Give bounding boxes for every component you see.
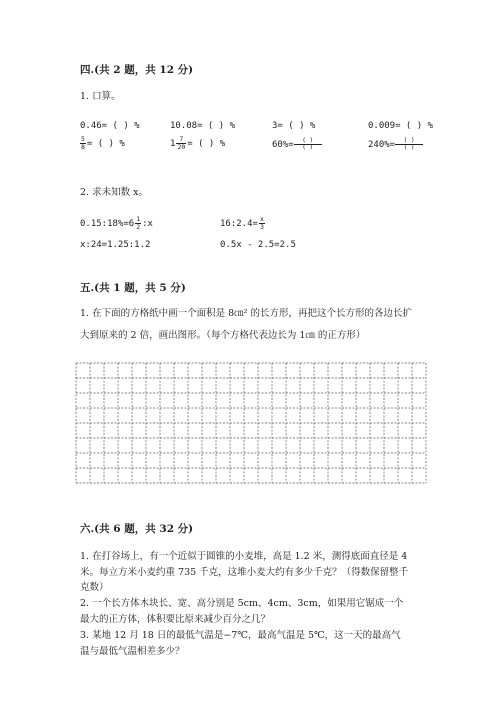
fraction: $\frac{5}{8}$: [81, 135, 85, 151]
oral-item-4: 0.009= ( ) %: [368, 121, 434, 131]
oral-item-1: 0.46= ( ) %: [80, 121, 140, 131]
equation-3: x:24=1.25:1.2: [80, 240, 151, 250]
fraction: $\frac{7}{20}$: [177, 135, 186, 151]
oral-item-7: 60%= ( ) ( ): [272, 138, 322, 151]
oral-item-2: 10.08= ( ) %: [170, 121, 236, 131]
oral-item-8: 240%= ( ) ( ): [368, 138, 423, 151]
equation-2: 16:2.4= $\frac{x}{3}$: [220, 215, 264, 231]
square-grid: [75, 362, 427, 484]
equation-1: 0.15:18%=6 $\frac{1}{2}$ :x: [80, 215, 153, 231]
section5-heading: 五.(共 1 题，共 5 分): [80, 282, 186, 294]
equation-4: 0.5x - 2.5=2.5: [220, 240, 296, 250]
q-grid-line-1: 1. 在下面的方格纸中画一个面积是 8㎝² 的长方形，再把这个长方形的各边长扩: [80, 308, 412, 319]
oral-item-3: 3= ( ) %: [272, 121, 316, 131]
q-oral-calc-label: 1. 口算。: [80, 91, 121, 102]
problem-3: 3. 某地 12 月 18 日的最低气温是−7℃，最高气温是 5℃，这一天的最高气温与最低气温相差多少？: [80, 630, 401, 657]
section4-heading: 四.(共 2 题，共 12 分): [80, 64, 194, 76]
section6-heading: 六.(共 6 题，共 32 分): [80, 523, 194, 535]
fraction: $\frac{1}{2}$: [136, 215, 141, 231]
problem-1: 1. 在打谷场上，有一个近似于圆锥的小麦堆，高是 1.2 米，测得底面直径是 4 米。每立方米小麦约重 735 千克，这堆小麦大约有多少千克？（得数保留整千克数）: [80, 551, 409, 593]
fraction: $\frac{x}{3}$: [259, 215, 264, 231]
problem-2: 2. 一个长方体木块长、宽、高分别是 5cm、4cm、3cm，如果用它锯成一个最大的正方体，体积要比原来减少百分之几？: [80, 598, 404, 625]
oral-item-5: $\frac{5}{8}$ = ( ) %: [81, 135, 125, 151]
blank-fraction: ( ) ( ): [294, 138, 322, 151]
oral-item-6: 1 $\frac{7}{20}$ = ( ) %: [170, 135, 226, 151]
blank-fraction: ( ) ( ): [395, 138, 423, 151]
q-solve-x-label: 2. 求未知数 x。: [80, 187, 148, 198]
q-grid-line-2: 大到原来的 2 倍，画出图形。（每个方格代表边长为 1㎝ 的正方形）: [80, 330, 366, 341]
